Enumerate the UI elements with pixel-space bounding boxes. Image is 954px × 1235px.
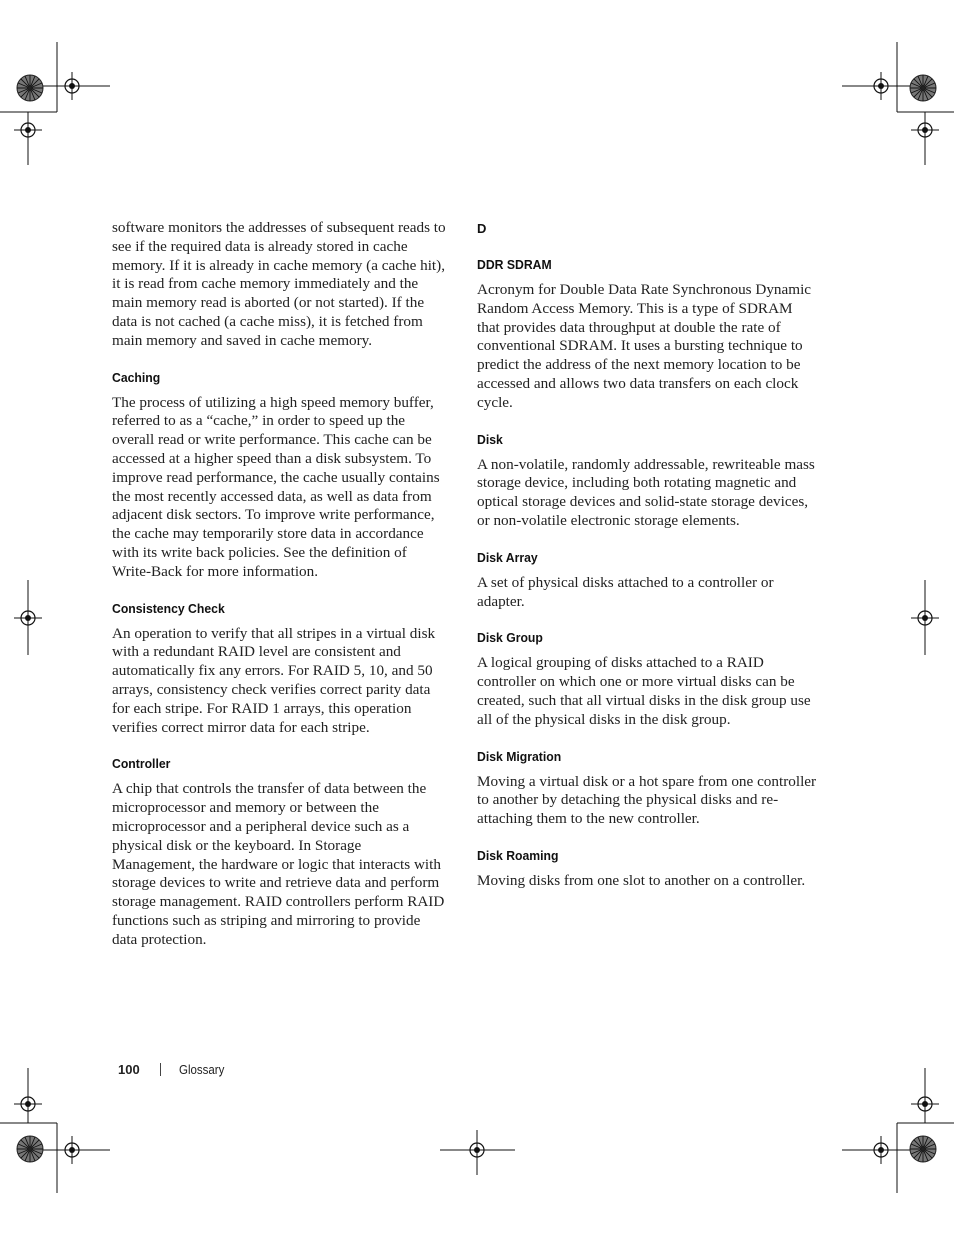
definition-disk-roaming: Moving disks from one slot to another on a controller.: [477, 871, 806, 889]
definition-disk-migration: Moving a virtual disk or a hot spare from one controller to another by detaching the physical disks and re-attaching them to the new controller.: [477, 772, 817, 828]
term-consistency-check: Consistency Check: [112, 600, 225, 616]
page-number: 100: [118, 1062, 140, 1077]
definition-disk-group: A logical grouping of disks attached to a RAID controller on which one or more virtual disks can be created, such that all virtual disks in the disk group use all of the physical disks in the disk group.: [477, 654, 811, 728]
term-ddr-sdram: DDR SDRAM: [477, 257, 552, 272]
term-caching: Caching: [112, 369, 161, 385]
term-disk-roaming: Disk Roaming: [477, 847, 559, 863]
term-controller: Controller: [112, 756, 171, 772]
footer-section-label: Glossary: [178, 1062, 225, 1077]
definition-controller: A chip that controls the transfer of data between the microprocessor and memory or between the microprocessor and a peripheral device such as a physical disk or the keyboard. In Storage Management, the hardware or logic that interacts with storage devices to write and retrieve data and perform storage management. RAID controllers perform RAID functions such as striping and mirroring to provide data protection.: [112, 780, 445, 948]
term-disk-migration: Disk Migration: [477, 748, 562, 764]
definition-ddr-sdram: Acronym for Double Data Rate Synchronous Dynamic Random Access Memory. This is a type of SDRAM that provides data throughput at double the rate of conventional SDRAM. It uses a bursting technique to predict the address of the next memory location to be accessed and allows two data transfers on each clock cycle.: [477, 281, 812, 411]
term-disk-group: Disk Group: [477, 630, 543, 646]
footer-divider: [160, 1063, 161, 1076]
term-disk: Disk: [477, 431, 503, 447]
definition-caching: The process of utilizing a high speed memory buffer, referred to as a “cache,” in order to speed up the overall read or write performance. This cache can be accessed at a higher speed than a disk subsystem. To improve read performance, the cache usually contains the most recently accessed data, as well as data from adjacent disk sectors. To improve write performance, the cache may temporarily store data in accordance with its write back policies. See the definition of Write-Back for more information.: [112, 393, 440, 580]
left-column: [112, 219, 448, 950]
page-footer: [118, 1062, 228, 1077]
definition-disk: A non-volatile, randomly addressable, rewriteable mass storage device, including both rotating magnetic and optical storage devices and solid-state storage devices, or non-volatile electronic storage elements.: [477, 455, 815, 529]
definition-disk-array: A set of physical disks attached to a controller or adapter.: [477, 573, 774, 610]
right-column: [477, 219, 817, 891]
term-disk-array: Disk Array: [477, 549, 538, 565]
definition-consistency-check: An operation to verify that all stripes in a virtual disk with a redundant RAID level are consistent and automatically fix any errors. For RAID 5, 10, and 50 arrays, consistency check verifies correct parity data for each stripe. For RAID 1 arrays, this operation verifies correct mirror data for each stripe.: [112, 624, 436, 736]
intro-paragraph: software monitors the addresses of subsequent reads to see if the required data is already stored in cache memory. If it is already in cache memory (a cache hit), it is read from cache memory immediately and the main memory read is aborted (or not started). If the data is not cached (a cache miss), it is fetched from main memory and saved in cache memory.: [112, 219, 446, 349]
letter-heading: D: [477, 221, 487, 236]
